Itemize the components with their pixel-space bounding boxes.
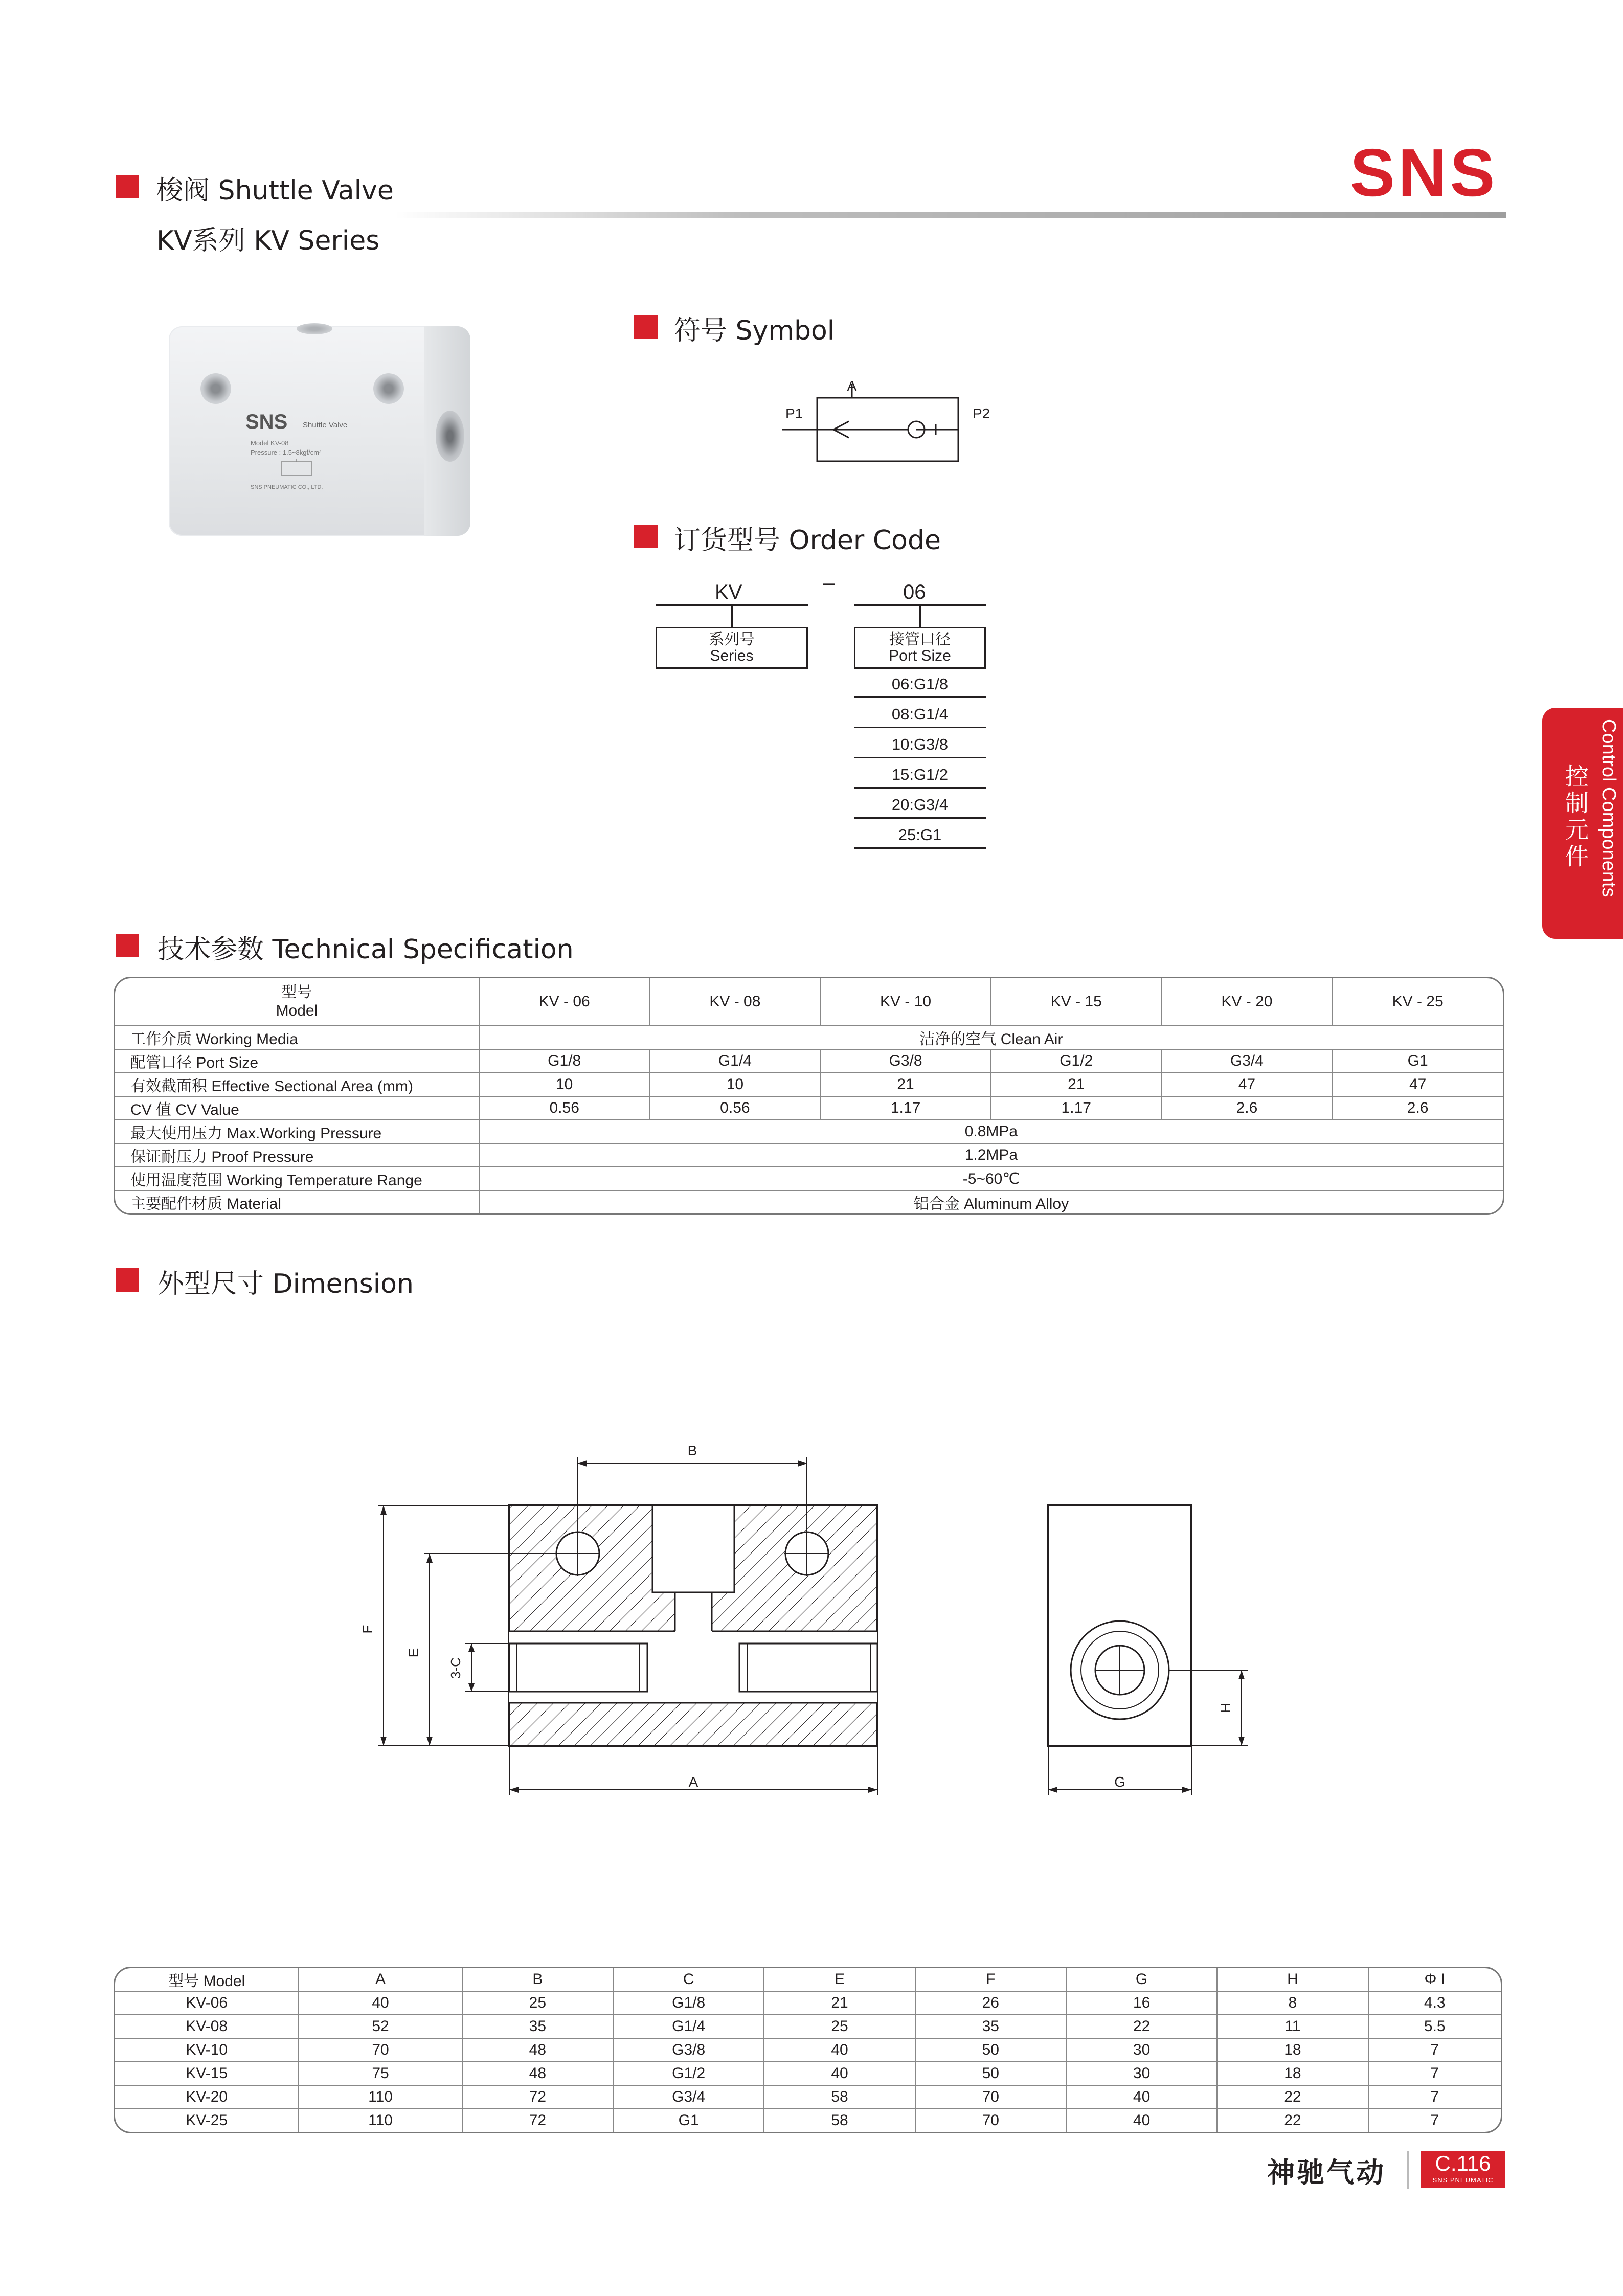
footer-divider <box>1407 2151 1409 2189</box>
photo-sub: Shuttle Valve <box>303 421 348 430</box>
table-cell: 10 <box>650 1073 821 1096</box>
dim-col-header: Φ I <box>1368 1968 1501 1991</box>
order-code-port-value: 06 <box>903 581 926 603</box>
table-cell: 58 <box>764 2109 915 2132</box>
spec-model-col: KV - 15 <box>991 978 1162 1026</box>
table-cell: 48 <box>462 2038 613 2062</box>
dimension-drawing <box>358 1437 1248 1826</box>
photo-pressure: Pressure : 1.5~8kgf/cm² <box>251 448 322 456</box>
dim-col-header: C <box>613 1968 764 1991</box>
table-cell: 58 <box>764 2085 915 2109</box>
table-cell: 10 <box>479 1073 650 1096</box>
table-cell: G1 <box>1332 1049 1503 1073</box>
order-code-series-box <box>656 627 808 669</box>
table-row <box>115 1991 1501 2015</box>
table-cell: 52 <box>299 2015 462 2038</box>
page-title: 梭阀 Shuttle Valve <box>156 175 394 206</box>
dim-col-header: A <box>299 1968 462 1991</box>
table-cell: 保证耐压力 Proof Pressure <box>115 1143 479 1167</box>
table-cell: KV-06 <box>115 1991 299 2015</box>
dim-label-a: A <box>688 1774 698 1790</box>
table-cell: 35 <box>462 2015 613 2038</box>
table-cell: 有效截面积 Effective Sectional Area (mm) <box>115 1073 479 1096</box>
table-cell: 40 <box>299 1991 462 2015</box>
table-cell: 110 <box>299 2085 462 2109</box>
spec-row-material <box>115 1190 1503 1213</box>
footer-company: 神驰气动 <box>1267 2156 1386 2189</box>
table-cell: 7 <box>1368 2062 1501 2085</box>
symbol-bullet <box>634 315 658 339</box>
table-cell: 0.56 <box>479 1096 650 1120</box>
table-cell: G1 <box>613 2109 764 2132</box>
table-cell: G3/8 <box>613 2038 764 2062</box>
port-box-en: Port Size <box>889 647 951 664</box>
spec-row-proof-pressure <box>115 1143 1503 1167</box>
section-side-tab <box>1542 708 1623 939</box>
order-code-port-box <box>854 627 986 669</box>
table-cell: 2.6 <box>1332 1096 1503 1120</box>
shuttle-valve-symbol <box>782 378 1048 470</box>
table-cell: G3/8 <box>820 1049 991 1073</box>
table-cell: 4.3 <box>1368 1991 1501 2015</box>
photo-company: SNS PNEUMATIC CO., LTD. <box>251 484 323 490</box>
dim-col-header: F <box>915 1968 1066 1991</box>
table-cell: 50 <box>915 2062 1066 2085</box>
table-cell: 72 <box>462 2109 613 2132</box>
table-row <box>115 2085 1501 2109</box>
photo-model: Model KV-08 <box>251 439 289 447</box>
table-cell: 21 <box>991 1073 1162 1096</box>
dim-label-c: 3-C <box>448 1657 463 1679</box>
table-cell: 35 <box>915 2015 1066 2038</box>
table-cell: 47 <box>1332 1073 1503 1096</box>
dimension-heading: 外型尺寸 Dimension <box>157 1269 414 1299</box>
port-option: 06:G1/8 <box>854 675 986 698</box>
table-cell: G3/4 <box>1162 1049 1333 1073</box>
table-cell: KV-15 <box>115 2062 299 2085</box>
spec-model-header: 型号 Model <box>115 978 479 1026</box>
table-cell: 48 <box>462 2062 613 2085</box>
spec-heading: 技术参数 Technical Specification <box>157 934 574 965</box>
table-cell: 22 <box>1217 2109 1368 2132</box>
table-cell: 40 <box>1066 2085 1217 2109</box>
table-row <box>115 2038 1501 2062</box>
table-cell: 7 <box>1368 2038 1501 2062</box>
dimension-table <box>114 1967 1502 2133</box>
table-cell: 16 <box>1066 1991 1217 2015</box>
table-cell: 25 <box>764 2015 915 2038</box>
table-cell: 40 <box>764 2038 915 2062</box>
port-option: 20:G3/4 <box>854 796 986 819</box>
page-number-sub: SNS PNEUMATIC <box>1432 2176 1494 2184</box>
port-option: 10:G3/8 <box>854 735 986 758</box>
dimension-bullet <box>116 1268 139 1292</box>
header-rule <box>117 212 1506 218</box>
table-cell: 22 <box>1066 2015 1217 2038</box>
side-tab-en: Control Components <box>1598 719 1619 897</box>
table-cell: KV-10 <box>115 2038 299 2062</box>
order-code-series-value: KV <box>715 581 742 603</box>
table-cell: 21 <box>820 1073 991 1096</box>
spec-table <box>114 977 1504 1215</box>
table-cell: KV-08 <box>115 2015 299 2038</box>
port-option: 15:G1/2 <box>854 766 986 789</box>
spec-row-temperature <box>115 1167 1503 1190</box>
table-cell: 47 <box>1162 1073 1333 1096</box>
table-cell: -5~60℃ <box>479 1167 1503 1190</box>
table-cell: 7 <box>1368 2109 1501 2132</box>
port-option: 25:G1 <box>854 826 986 849</box>
table-cell: 主要配件材质 Material <box>115 1190 479 1213</box>
table-cell: G1/4 <box>650 1049 821 1073</box>
table-cell: 11 <box>1217 2015 1368 2038</box>
photo-brand: SNS <box>245 411 288 433</box>
table-cell: 110 <box>299 2109 462 2132</box>
table-cell: 70 <box>915 2109 1066 2132</box>
spec-model-col: KV - 06 <box>479 978 650 1026</box>
table-cell: 2.6 <box>1162 1096 1333 1120</box>
table-cell: 0.8MPa <box>479 1120 1503 1143</box>
table-cell: 25 <box>462 1991 613 2015</box>
table-cell: 75 <box>299 2062 462 2085</box>
order-code-bullet <box>634 525 658 548</box>
side-tab-cn: 控制元件 <box>1562 764 1589 870</box>
spec-row-max-pressure <box>115 1120 1503 1143</box>
table-cell: 7 <box>1368 2085 1501 2109</box>
table-cell: KV-25 <box>115 2109 299 2132</box>
table-cell: 72 <box>462 2085 613 2109</box>
table-cell: 0.56 <box>650 1096 821 1120</box>
spec-model-col: KV - 10 <box>820 978 991 1026</box>
table-cell: 26 <box>915 1991 1066 2015</box>
dim-col-header: H <box>1217 1968 1368 1991</box>
table-cell: 8 <box>1217 1991 1368 2015</box>
table-cell: 洁净的空气 Clean Air <box>479 1026 1503 1049</box>
table-cell: 配管口径 Port Size <box>115 1049 479 1073</box>
heading-bullet <box>116 175 139 198</box>
spec-row-port <box>115 1049 1503 1073</box>
table-cell: 21 <box>764 1991 915 2015</box>
table-row <box>115 2015 1501 2038</box>
table-cell: G1/2 <box>991 1049 1162 1073</box>
dim-label-e: E <box>405 1648 421 1658</box>
port-option: 08:G1/4 <box>854 705 986 728</box>
table-cell: 5.5 <box>1368 2015 1501 2038</box>
table-cell: 50 <box>915 2038 1066 2062</box>
table-cell: 铝合金 Aluminum Alloy <box>479 1190 1503 1213</box>
dim-col-header: E <box>764 1968 915 1991</box>
photo-symbol-icon <box>276 458 317 478</box>
spec-row-area <box>115 1073 1503 1096</box>
dim-label-f: F <box>359 1625 375 1634</box>
table-cell: 22 <box>1217 2085 1368 2109</box>
table-cell: 18 <box>1217 2038 1368 2062</box>
table-cell: CV 值 CV Value <box>115 1096 479 1120</box>
table-cell: 40 <box>764 2062 915 2085</box>
table-cell: 70 <box>299 2038 462 2062</box>
order-code-heading: 订货型号 Order Code <box>674 525 941 556</box>
order-code-dash: – <box>823 572 835 594</box>
page-number: C.116 <box>1435 2151 1491 2175</box>
table-cell: G1/2 <box>613 2062 764 2085</box>
dim-col-header: G <box>1066 1968 1217 1991</box>
table-cell: 30 <box>1066 2038 1217 2062</box>
table-cell: G1/4 <box>613 2015 764 2038</box>
table-cell: 70 <box>915 2085 1066 2109</box>
symbol-label-p2: P2 <box>973 406 990 421</box>
spec-model-col: KV - 08 <box>650 978 821 1026</box>
table-cell: 30 <box>1066 2062 1217 2085</box>
table-row <box>115 2062 1501 2085</box>
spec-bullet <box>116 934 139 957</box>
table-cell: G1/8 <box>613 1991 764 2015</box>
dim-col-header: 型号 Model <box>115 1968 299 1991</box>
spec-row-media <box>115 1026 1503 1049</box>
table-cell: 使用温度范围 Working Temperature Range <box>115 1167 479 1190</box>
brand-logo: SNS <box>1350 135 1498 210</box>
table-cell: KV-20 <box>115 2085 299 2109</box>
spec-model-col: KV - 25 <box>1332 978 1503 1026</box>
table-row <box>115 2109 1501 2132</box>
table-cell: G3/4 <box>613 2085 764 2109</box>
spec-row-cv <box>115 1096 1503 1120</box>
dim-col-header: B <box>462 1968 613 1991</box>
dim-label-h: H <box>1218 1702 1233 1714</box>
dim-label-g: G <box>1114 1774 1125 1790</box>
symbol-label-p1: P1 <box>785 406 803 421</box>
table-cell: G1/8 <box>479 1049 650 1073</box>
table-cell: 工作介质 Working Media <box>115 1026 479 1049</box>
port-box-cn: 接管口径 <box>889 631 951 648</box>
table-cell: 最大使用压力 Max.Working Pressure <box>115 1120 479 1143</box>
spec-model-col: KV - 20 <box>1162 978 1333 1026</box>
table-cell: 1.2MPa <box>479 1143 1503 1167</box>
symbol-label-a: A <box>847 378 857 394</box>
series-box-en: Series <box>710 647 754 664</box>
dim-label-b: B <box>687 1443 697 1458</box>
series-title: KV系列 KV Series <box>156 226 380 256</box>
product-photo <box>169 326 470 536</box>
symbol-heading: 符号 Symbol <box>674 316 835 346</box>
table-cell: 1.17 <box>820 1096 991 1120</box>
series-box-cn: 系列号 <box>709 631 755 648</box>
table-cell: 18 <box>1217 2062 1368 2085</box>
table-cell: 1.17 <box>991 1096 1162 1120</box>
page-number-badge <box>1421 2151 1505 2188</box>
table-cell: 40 <box>1066 2109 1217 2132</box>
